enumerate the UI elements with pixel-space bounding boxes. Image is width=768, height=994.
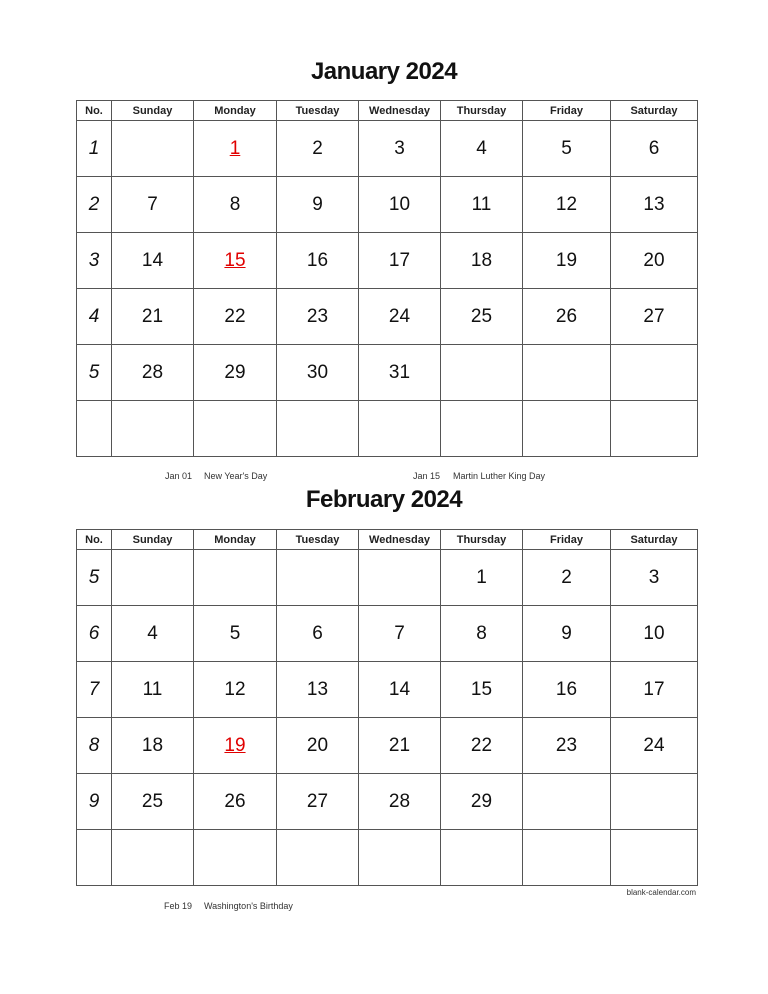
day-cell [441,718,523,774]
day-cell [112,345,194,401]
holiday-day-number: 19 [224,734,246,756]
day-cell [611,345,698,401]
day-number: 9 [312,193,323,215]
day-number: 21 [141,305,164,327]
week-row [77,830,698,886]
day-number: 29 [224,361,246,383]
day-number: 20 [306,734,329,756]
day-cell [277,774,359,830]
week-number: 6 [77,606,112,662]
day-cell [112,830,194,886]
day-number: 12 [224,678,246,700]
week-row [77,718,698,774]
week-row [77,401,698,457]
day-cell [523,830,611,886]
day-cell [611,774,698,830]
day-number: 28 [141,361,164,383]
day-cell [194,289,277,345]
day-number: 28 [388,790,411,812]
holiday-name: Martin Luther King Day [453,471,546,481]
day-cell [611,401,698,457]
week-row [77,550,698,606]
day-cell [194,177,277,233]
week-row [77,289,698,345]
column-header: Thursday [441,530,523,550]
day-cell [359,177,441,233]
column-header: Friday [523,530,611,550]
column-header: Wednesday [359,530,441,550]
day-cell [441,289,523,345]
day-cell [441,606,523,662]
day-cell [194,774,277,830]
day-cell [441,177,523,233]
day-cell [441,233,523,289]
day-cell [277,177,359,233]
day-cell [441,662,523,718]
day-number: 16 [306,249,329,271]
day-cell [112,121,194,177]
day-number: 22 [470,734,493,756]
footer-credit: blank-calendar.com [626,888,696,897]
week-number: 1 [77,121,112,177]
week-number: 3 [77,233,112,289]
day-number: 7 [394,622,405,644]
column-header: No. [77,530,112,550]
day-cell [277,606,359,662]
day-number: 6 [648,137,660,159]
day-cell [112,177,194,233]
day-number: 27 [306,790,329,812]
day-cell [441,550,523,606]
day-cell [611,233,698,289]
day-number: 26 [224,790,246,812]
column-header: No. [77,101,112,121]
day-cell [359,662,441,718]
day-cell [611,550,698,606]
month-title-january: January 2024 [310,58,458,85]
day-cell [194,401,277,457]
day-number: 17 [388,249,411,271]
day-cell [112,662,194,718]
day-number: 22 [224,305,246,327]
day-cell [112,233,194,289]
day-cell [523,606,611,662]
day-number: 24 [388,305,411,327]
header-row [77,530,698,550]
day-cell [359,401,441,457]
week-row [77,774,698,830]
column-header: Sunday [112,530,194,550]
holiday-day-number: 1 [229,137,241,159]
day-number: 26 [555,305,578,327]
day-cell [441,830,523,886]
day-number: 29 [470,790,493,812]
day-cell [277,401,359,457]
day-cell [112,606,194,662]
day-number: 9 [561,622,572,644]
day-cell [523,345,611,401]
column-header: Sunday [112,101,194,121]
week-number: 7 [77,662,112,718]
column-header: Friday [523,101,611,121]
day-number: 8 [476,622,487,644]
day-number: 23 [555,734,578,756]
day-cell [523,774,611,830]
holiday-date: Feb 19 [163,901,192,911]
day-cell [441,401,523,457]
day-number: 31 [388,361,411,383]
month-title-february: February 2024 [305,486,463,513]
column-header: Tuesday [277,530,359,550]
day-number: 27 [643,305,665,327]
day-cell [359,289,441,345]
day-number: 8 [229,193,241,215]
day-cell [523,289,611,345]
week-number: 9 [77,774,112,830]
day-cell [523,401,611,457]
day-cell [359,830,441,886]
holiday-name: New Year's Day [204,471,268,481]
day-number: 12 [555,193,578,215]
day-cell [523,233,611,289]
week-number: 5 [77,550,112,606]
day-number: 10 [643,622,665,644]
week-row [77,345,698,401]
day-number: 30 [306,361,329,383]
day-number: 14 [141,249,164,271]
day-number: 25 [141,790,164,812]
day-number: 25 [470,305,493,327]
day-cell [112,289,194,345]
day-cell [112,718,194,774]
column-header: Saturday [611,530,698,550]
week-row [77,177,698,233]
week-number: 2 [77,177,112,233]
day-cell [523,550,611,606]
day-cell [611,121,698,177]
day-cell [194,233,277,289]
day-number: 21 [388,734,411,756]
day-number: 18 [470,249,493,271]
week-row [77,606,698,662]
day-cell [359,121,441,177]
day-number: 11 [142,678,163,700]
holiday-date: Jan 15 [412,471,440,481]
day-cell [277,830,359,886]
day-number: 24 [643,734,665,756]
day-cell [194,662,277,718]
day-number: 5 [229,622,241,644]
day-cell [277,289,359,345]
day-number: 17 [643,678,665,700]
day-number: 16 [555,678,578,700]
day-cell [194,121,277,177]
day-number: 2 [561,566,572,588]
day-cell [523,718,611,774]
day-cell [523,177,611,233]
week-number [77,830,112,886]
day-cell [441,774,523,830]
day-cell [611,606,698,662]
holiday-date: Jan 01 [164,471,192,481]
day-number: 19 [555,249,578,271]
day-number: 13 [643,193,665,215]
day-number: 13 [306,678,329,700]
holiday-name: Washington's Birthday [204,901,293,911]
day-number: 7 [147,193,158,215]
day-number: 15 [470,678,493,700]
holiday-day-number: 15 [224,249,246,271]
day-cell [611,177,698,233]
week-row [77,233,698,289]
day-number: 11 [471,193,492,215]
day-cell [359,550,441,606]
day-cell [523,662,611,718]
day-cell [194,606,277,662]
day-cell [611,289,698,345]
day-cell [112,774,194,830]
day-cell [194,345,277,401]
day-number: 10 [388,193,411,215]
column-header: Tuesday [277,101,359,121]
day-cell [194,718,277,774]
day-cell [359,774,441,830]
day-number: 5 [561,137,572,159]
day-cell [611,830,698,886]
day-cell [277,550,359,606]
day-cell [441,121,523,177]
week-number: 8 [77,718,112,774]
day-number: 23 [306,305,329,327]
day-cell [359,606,441,662]
header-row [77,101,698,121]
day-number: 3 [394,137,405,159]
calendar-table-february [76,529,698,886]
day-number: 6 [312,622,323,644]
week-number [77,401,112,457]
day-cell [359,233,441,289]
week-row [77,121,698,177]
day-cell [194,550,277,606]
week-number: 5 [77,345,112,401]
day-cell [611,718,698,774]
day-cell [523,121,611,177]
calendar-table-january [76,100,698,457]
column-header: Monday [194,530,277,550]
day-cell [194,830,277,886]
day-cell [611,662,698,718]
day-cell [359,718,441,774]
day-cell [277,662,359,718]
day-cell [277,121,359,177]
day-number: 1 [476,566,487,588]
week-number: 4 [77,289,112,345]
day-number: 20 [643,249,665,271]
column-header: Saturday [611,101,698,121]
day-cell [277,233,359,289]
day-number: 4 [147,622,158,644]
day-cell [359,345,441,401]
day-number: 2 [312,137,323,159]
day-cell [112,550,194,606]
day-cell [112,401,194,457]
day-number: 3 [648,566,660,588]
day-number: 14 [388,678,411,700]
week-row [77,662,698,718]
column-header: Wednesday [359,101,441,121]
column-header: Thursday [441,101,523,121]
day-cell [277,345,359,401]
day-number: 4 [476,137,487,159]
day-cell [441,345,523,401]
column-header: Monday [194,101,277,121]
day-cell [277,718,359,774]
day-number: 18 [141,734,164,756]
